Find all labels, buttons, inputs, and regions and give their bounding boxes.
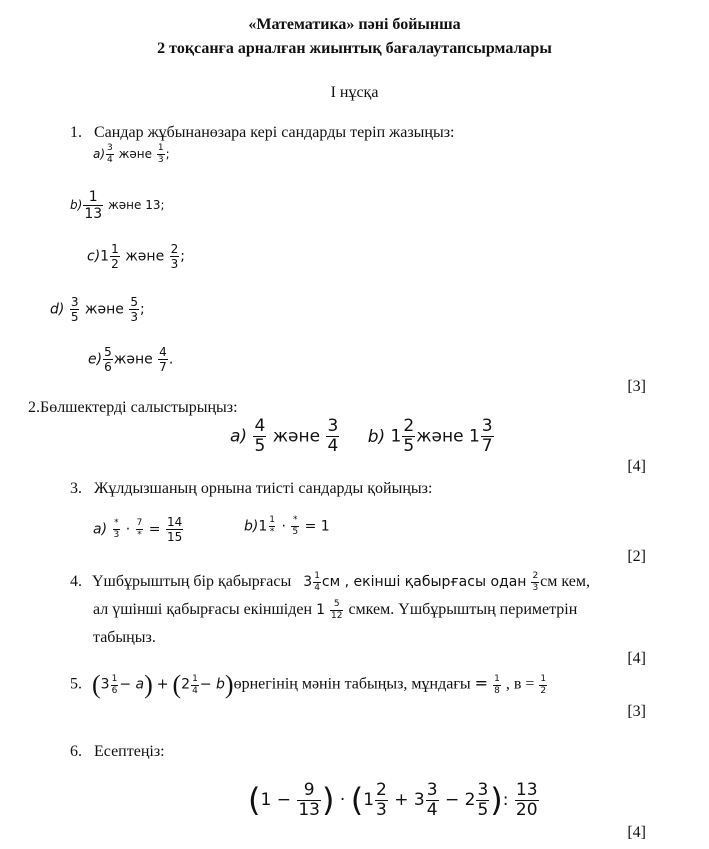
q6-expression: (1 − $\frac{9}{13}$ ) · (1 $\frac{2}{3}$ + 3 $\frac{3}{4}$ − 2 $\frac{3}{5}$ ): $\frac{13}{20}$ (248, 779, 538, 820)
q6-question: 6. Есептеңіз: (70, 743, 165, 760)
q1-question (70, 124, 454, 142)
q1-number: 1. (70, 124, 82, 141)
q4-line2: ал үшінші қабырғасы екіншіден 1 $\frac{5}{12}$ смкем. Үшбұрыштың периметрін (93, 599, 578, 621)
fraction: $\frac{3}{5}$ (70, 295, 79, 324)
q4-line1: 4. Үшбұрыштың бір қабырғасы 3 $\frac{1}{4}$ см , екінші қабырғасы одан $\frac{2}{3}$ см кем, (70, 571, 590, 593)
fraction: $\frac{3}{7}$ (481, 416, 493, 456)
q4-marks: [4] (627, 650, 646, 667)
document-subtitle: 2 тоқсанға арналған жиынтық бағалаутапсырмалары (157, 40, 552, 57)
fraction: $\frac{5}{12}$ (330, 599, 343, 621)
fraction: $\frac{2}{3}$ (532, 571, 539, 593)
q2-question: 2.Бөлшектерді салыстырыңыз: (28, 399, 238, 416)
fraction: $\frac{7}{*}$ (136, 518, 143, 540)
document-title: «Математика» пәні бойынша (248, 16, 461, 33)
q1-text: Сандар жұбынанөзара кері сандарды теріп жазыңыз: (94, 124, 455, 141)
q3-marks: [2] (627, 548, 646, 565)
q5-question: 5. (3 $\frac{1}{6}$ − a) + (2 $\frac{1}{4}$ − b)өрнегінің мәнін табыңыз, мұндағы = $\frac{1}{8}$ , в = $\frac{1}{2}$ (70, 670, 547, 699)
fraction: $\frac{1}{6}$ (111, 673, 118, 696)
fraction: $\frac{1}{4}$ (192, 673, 198, 696)
fraction: $\frac{5}{6}$ (104, 345, 112, 374)
fraction: $\frac{2}{3}$ (170, 242, 179, 271)
fraction: $\frac{*}{3}$ (113, 518, 120, 540)
q4-line3: табыңыз. (93, 629, 156, 646)
fraction: $\frac{13}{20}$ (515, 779, 538, 820)
fraction: $\frac{4}{5}$ (254, 416, 266, 456)
q1-item-d: d) $\frac{3}{5}$ және $\frac{5}{3}$ ; (50, 295, 145, 324)
q3-question: 3. Жұлдызшаның орнына тиісті сандарды қойыңыз: (70, 480, 433, 497)
fraction: $\frac{3}{5}$ (477, 779, 489, 820)
fraction: $\frac{3}{4}$ (426, 779, 438, 820)
fraction: $\frac{5}{3}$ (130, 295, 138, 324)
fraction: $\frac{1}{4}$ (314, 571, 320, 593)
q5-marks: [3] (627, 703, 646, 720)
q6-marks: [4] (627, 824, 646, 841)
fraction: $\frac{2}{5}$ (403, 416, 415, 456)
fraction: $\frac{9}{13}$ (298, 779, 320, 820)
q2-expressions: a) $\frac{4}{5}$ және $\frac{3}{4}$ b) 1 $\frac{2}{5}$ және 1 $\frac{3}{7}$ (230, 416, 493, 456)
variant-label: І нұсқа (330, 84, 379, 101)
fraction: $\frac{*}{5}$ (292, 515, 299, 537)
q1-item-e: e) $\frac{5}{6}$ және $\frac{4}{7}$ . (88, 345, 174, 374)
fraction: $\frac{1}{2}$ (540, 673, 547, 696)
fraction: $\frac{3}{4}$ (327, 416, 339, 456)
q2-marks: [4] (627, 458, 646, 475)
fraction: $\frac{14}{15}$ (166, 515, 183, 544)
q1-marks: [3] (627, 378, 646, 395)
q1-item-b: b) $\frac{1}{13}$ және 13; (70, 189, 165, 222)
fraction: $\frac{1}{8}$ (494, 673, 500, 696)
fraction: $\frac{3}{4}$ (107, 143, 113, 165)
q1-item-a: a) $\frac{3}{4}$ және $\frac{1}{3}$ ; (93, 143, 170, 165)
fraction: $\frac{1}{3}$ (157, 143, 164, 165)
fraction: $\frac{2}{3}$ (376, 779, 387, 820)
q1-item-c: c)1 $\frac{1}{2}$ және $\frac{2}{3}$ ; (87, 242, 185, 271)
fraction: $\frac{1}{2}$ (111, 242, 119, 271)
q3-item-a: a) $\frac{*}{3}$ · $\frac{7}{*}$ = $\frac{14}{15}$ (93, 515, 183, 544)
fraction: $\frac{1}{*}$ (269, 515, 276, 537)
fraction: $\frac{4}{7}$ (159, 345, 167, 374)
fraction: $\frac{1}{13}$ (84, 189, 103, 222)
q3-item-b: b)1 $\frac{1}{*}$ · $\frac{*}{5}$ = 1 (244, 515, 330, 537)
